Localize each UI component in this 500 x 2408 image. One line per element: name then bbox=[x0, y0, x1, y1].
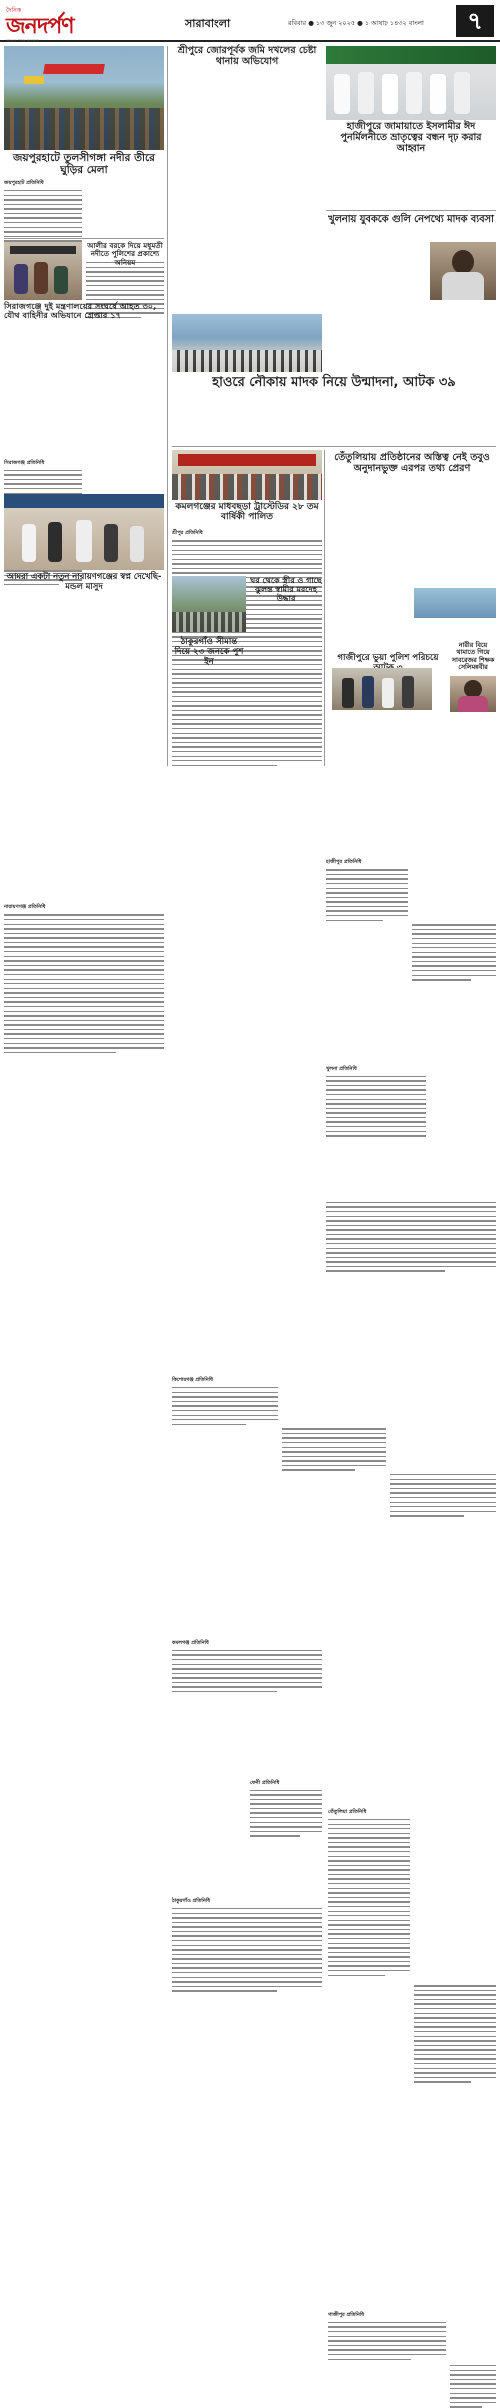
story-byline: কিশোরগঞ্জ প্রতিনিধি bbox=[172, 1377, 213, 1384]
story-headline[interactable]: সিরাজগঞ্জে দুই মন্ত্রণালয়ের সংঘর্ষে আহত ৩০, যৌথ বাহিনীর অভিযানে গ্রেপ্তার ১৭ bbox=[4, 301, 157, 321]
kamalganj-memorial-banner-photo bbox=[172, 450, 322, 500]
story-byline: হাজীপুর প্রতিনিধি bbox=[326, 859, 362, 866]
story-body bbox=[328, 2312, 446, 2360]
story-headline[interactable]: আলীর বরকে দিয়ে মধুমতী নদীতে পুলিশের প্রকাশ্যে অনিয়ম bbox=[87, 241, 163, 267]
section-title: সারাবাংলা bbox=[185, 17, 231, 30]
story-headline[interactable]: খুলনায় যুবককে গুলি নেপথ্যে মাদক ব্যবসা bbox=[328, 214, 494, 225]
woman-portrait bbox=[450, 676, 496, 712]
story-body bbox=[326, 1066, 426, 1137]
column-divider bbox=[167, 46, 168, 766]
story-body bbox=[326, 859, 408, 921]
masthead bbox=[0, 2, 500, 42]
story-body bbox=[250, 1780, 322, 1837]
story-byline: খুলনা প্রতিনিধি bbox=[326, 1065, 357, 1072]
story-body bbox=[412, 924, 496, 980]
divider bbox=[326, 210, 496, 211]
story-body bbox=[414, 1985, 496, 2083]
sirajganj-clash-photo bbox=[4, 242, 82, 300]
story-body bbox=[450, 2365, 496, 2408]
story-headline[interactable]: ঘর থেকে স্ত্রীর ও গাছে ঝুলন্ত স্বামীর মরদেহ উদ্ধার bbox=[250, 576, 322, 604]
mondol-masud-meeting-photo bbox=[4, 494, 164, 570]
divider bbox=[172, 446, 496, 447]
story-byline: জয়পুরহাট প্রতিনিধি bbox=[4, 180, 44, 186]
dateline: রবিবার ● ১৩ জুন ২০২৫ ● ১ আষাঢ় ১৪৩২ বাংলা bbox=[288, 19, 424, 27]
story-body bbox=[390, 1474, 496, 1517]
story-headline[interactable]: গাজীপুরে ভুয়া পুলিশ পরিচয়ে bbox=[337, 653, 439, 663]
story-headline[interactable]: হাজীপুরে জামায়াতে ইসলামীর ঈদ পুনর্মিলনীতে ভ্রাতৃত্বের বন্ধন দৃঢ় করার আহ্বান bbox=[340, 121, 482, 154]
story-body bbox=[4, 904, 164, 1053]
page-number-badge: ৭ bbox=[456, 5, 494, 37]
story-body bbox=[328, 1809, 410, 1976]
story-headline[interactable]: শ্রীপুরে জোরপূর্বক জমি দখলের চেষ্টা থানায় অভিযোগ bbox=[177, 45, 317, 67]
story-byline: কমলগঞ্জ প্রতিনিধি bbox=[172, 1639, 209, 1646]
story-byline: শ্রীপুর প্রতিনিধি bbox=[172, 530, 203, 537]
divider bbox=[4, 238, 164, 239]
story-byline: তেঁতুলিয়া প্রতিনিধি bbox=[328, 1808, 367, 1815]
column-divider bbox=[324, 450, 325, 766]
logo-wordmark: জনদর্পণ bbox=[6, 14, 74, 39]
logo-tagline: সত্যের পক্ষে সবসময় bbox=[6, 38, 39, 43]
story-headline[interactable]: ঠাকুরগাঁও সীমান্ত দিয়ে ২৩ জনকে পুশ ইন bbox=[174, 637, 244, 667]
story-body bbox=[172, 1377, 278, 1425]
story-body bbox=[172, 1640, 322, 1693]
story-headline[interactable]: জয়পুরহাটে তুলসীগঙ্গা নদীর তীরে ঘুড়ির মেলা bbox=[13, 152, 155, 177]
story-body bbox=[282, 1428, 386, 1471]
story-headline[interactable]: নারীর বিয়ে থামাতে গিয়ে সাবরেজর শিক্ষক সেলিমন্নবীর bbox=[451, 641, 495, 672]
story-byline: ফেনী প্রতিনিধি bbox=[250, 1779, 280, 1786]
eid-reunion-stage-photo bbox=[326, 46, 496, 120]
story-headline[interactable]: তেঁতুলিয়ায় প্রতিষ্ঠানের অস্তিত্ব নেই তবুও অনুদানভুক্ত এরপর তথ্য প্রেরণ bbox=[334, 452, 490, 475]
logo-prefix: দৈনিক bbox=[6, 7, 22, 14]
story-headline[interactable]: কমলগঞ্জের মাধবছড়া ট্রাস্টেডির ২৮ তম বার্ষিকী পালিত bbox=[175, 502, 319, 523]
story-body bbox=[326, 1202, 496, 1272]
story-body bbox=[4, 180, 82, 251]
kite-festival-photo bbox=[4, 46, 164, 150]
story-byline: গাজীপুর প্রতিনিধি bbox=[328, 2311, 365, 2318]
newspaper-logo[interactable] bbox=[6, 5, 116, 43]
fake-police-arrest-photo bbox=[332, 668, 432, 710]
story-body bbox=[172, 1898, 322, 1992]
story-byline: নারায়ণগঞ্জ প্রতিনিধি bbox=[4, 904, 46, 911]
story-headline[interactable]: আমরা একটা নতুন নারায়ণগঞ্জের স্বপ্ন দেখেছি- মন্ডল মাসুদ bbox=[6, 571, 162, 591]
story-byline: সিরাজগঞ্জ প্রতিনিধি bbox=[4, 459, 45, 466]
sea-wave-photo bbox=[414, 588, 496, 618]
field-gathering-photo bbox=[172, 576, 246, 632]
story-byline: ঠাকুরগাঁও প্রতিনিধি bbox=[172, 1897, 211, 1904]
khulna-youth-portrait bbox=[430, 242, 496, 300]
story-headline[interactable]: হাওরে নৌকায় মাদক নিয়ে উন্মাদনা, আটক ৩৯ bbox=[212, 375, 456, 390]
haor-boat-drug-seizure-photo bbox=[172, 314, 322, 372]
